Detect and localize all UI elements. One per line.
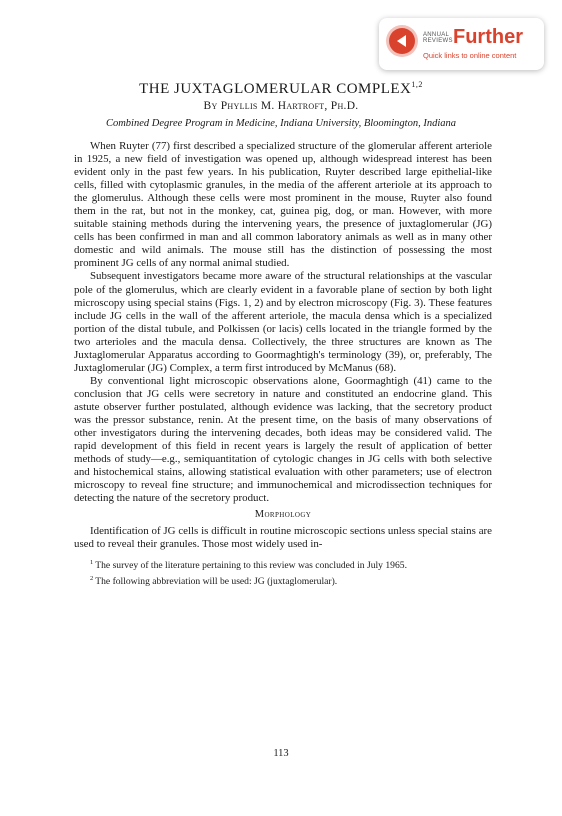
section-heading: Morphology bbox=[254, 509, 312, 521]
further-subtitle: Quick links to online content bbox=[423, 51, 517, 60]
footnotes bbox=[74, 557, 492, 587]
annual-reviews-logo: ANNUAL REVIEWS bbox=[423, 32, 453, 44]
footnote: $^2$ The following abbreviation will be used: JG (juxtaglomerular). bbox=[90, 574, 338, 587]
further-label: Further bbox=[453, 26, 523, 48]
footnote: $^1$ The survey of the literature pertaining to this review was concluded in July 1965. bbox=[90, 559, 407, 572]
paragraph: By conventional light microscopic observations alone, Goormaghtigh (41) came to the conclusion that JG cells were secretory in nature and constituted an endocrine gland. This astute observer further postulated, although evidence was lacking, that the secretory product was the pressor substance, renin. At the present time, on the basis of many observations of other investigators during the intervening decades, both ideas may be considered valid. The rapid development of this field in recent years is largely the result of application of better methods of study—e.g., semiquantitation of cytologic changes in JG cells with both selective and histochemical stains, allowing statistical evaluation with other parameters; use of electron microscopy to reveal fine structure; and immunochemical and microdissection techniques for detecting the nature of the secretory product. bbox=[74, 374, 492, 505]
paragraph: Identification of JG cells is difficult in routine microscopic sections unless special stains are used to reveal their granules. Those most widely used in- bbox=[74, 525, 492, 551]
paragraph: When Ruyter (77) first described a specialized structure of the glomerular afferent arteriole in 1925, a new field of investigation was opened up, although widespread interest has been evident only in the past few years. In his publication, Ruyter described large epithelial-like cells, filled with cytoplasmic granules, in the media of the afferent arteriole at its approach to the glomerulus. Although these cells were most prominent in the mouse, Ruyter also found them in the rat, but not in the monkey, cat, guinea pig, dog, or man. However, with more suitable staining methods during the intervening years, the presence of juxtaglomerular (JG) cells has been confirmed in man and all common laboratory animals as well as in many other domestic and wild animals. The mouse still has the distinction of possessing the most prominent JG cells of any normal animal studied. bbox=[74, 140, 492, 270]
title-footnote-marks: 1,2 bbox=[411, 80, 423, 89]
author-line: By Phyllis M. Hartroft, Ph.D. bbox=[203, 100, 359, 112]
further-badge[interactable] bbox=[379, 18, 544, 70]
affiliation: Combined Degree Program in Medicine, Indiana University, Bloomington, Indiana bbox=[105, 118, 457, 129]
article-body bbox=[74, 140, 492, 588]
back-arrow-icon bbox=[389, 28, 415, 54]
page-number: 113 bbox=[273, 748, 289, 759]
paragraph: Subsequent investigators became more aware of the structural relationships at the vascular pole of the glomerulus, which are clearly evident in a favorable plane of section by both light microscopy using special stains (Figs. 1, 2) and by electron microscopy (Fig. 3). These features include JG cells in the wall of the afferent arteriole, the macula densa which is a specialized portion of the distal tubule, and Polkissen (or lacis) cells located in the triangle formed by the two arterioles and the macula densa. Collectively, the three structures are known as The Juxtaglomerular Apparatus according to Goormaghtigh's terminology (39), or, preferably, The Juxtaglomerular (JG) Complex, a term first introduced by McManus (68). bbox=[74, 270, 492, 374]
article-title: THE JUXTAGLOMERULAR COMPLEX$^{1,2}$ bbox=[139, 80, 423, 97]
